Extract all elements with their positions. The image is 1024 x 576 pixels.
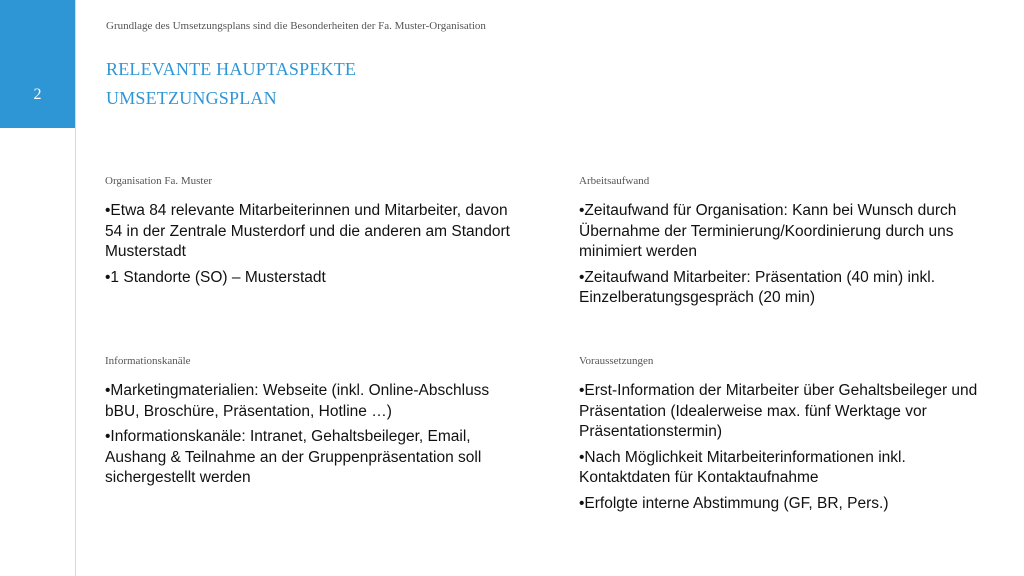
section-informationskanaele	[105, 355, 525, 494]
bullet-item: •Zeitaufwand Mitarbeiter: Präsentation (40 min) inkl. Einzelberatungsgespräch (20 min)	[579, 268, 936, 306]
bullet-item: •Nach Möglichkeit Mitarbeiterinformationen inkl. Kontaktdaten für Kontaktaufnahme	[579, 448, 906, 486]
section-heading: Informationskanäle	[105, 355, 191, 367]
section-heading: Organisation Fa. Muster	[105, 175, 213, 187]
slide-number: 2	[33, 86, 42, 103]
section-heading: Voraussetzungen	[579, 355, 654, 367]
bullet-item: •Erfolgte interne Abstimmung (GF, BR, Pers.)	[579, 494, 889, 512]
section-arbeitsaufwand	[579, 175, 999, 314]
bullet-item: •Informationskanäle: Intranet, Gehaltsbeileger, Email, Aushang & Teilnahme an der Gruppenpräsentation soll sichergestellt werden	[105, 428, 482, 486]
slide-title-line-1: RELEVANTE HAUPTASPEKTE	[106, 59, 357, 79]
bullet-item: •Marketingmaterialien: Webseite (inkl. Online-Abschluss bBU, Broschüre, Präsentation, Hotline …)	[105, 382, 490, 420]
sidebar-divider	[75, 0, 76, 576]
slide-number-panel	[0, 0, 75, 128]
bullet-item: •Erst-Information der Mitarbeiter über Gehaltsbeileger und Präsentation (Idealerweise max. fünf Werktage vor Präsentationstermin)	[579, 382, 978, 440]
bullet-item: •Zeitaufwand für Organisation: Kann bei Wunsch durch Übernahme der Terminierung/Koordinierung durch uns minimiert werden	[579, 202, 957, 260]
bullet-item: •Etwa 84 relevante Mitarbeiterinnen und Mitarbeiter, davon 54 in der Zentrale Musterdorf und die anderen am Standort Musterstadt	[105, 202, 510, 260]
slide-title-line-2: UMSETZUNGSPLAN	[106, 88, 277, 108]
bullet-item: •1 Standorte (SO) – Musterstadt	[105, 268, 326, 286]
section-heading: Arbeitsaufwand	[579, 175, 650, 187]
slide-subtitle: Grundlage des Umsetzungsplans sind die Besonderheiten der Fa. Muster-Organisation	[106, 20, 486, 32]
slide-title	[106, 55, 356, 113]
section-voraussetzungen	[579, 355, 999, 519]
section-organisation	[105, 175, 525, 293]
